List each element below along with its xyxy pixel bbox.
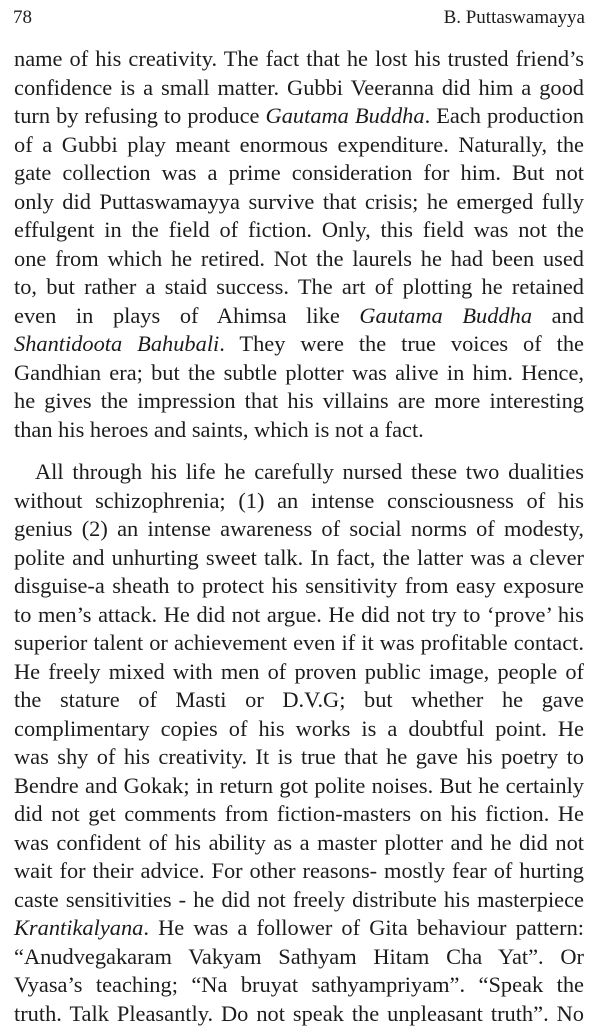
text-line <box>14 188 584 217</box>
text-line <box>14 971 584 1000</box>
text-segment: superior talent or achievement even if it was profitable contact. <box>14 630 584 655</box>
paragraph-2 <box>14 458 584 1028</box>
text-line <box>14 572 584 601</box>
text-line <box>14 829 584 858</box>
italic-title: Shantidoota Bahubali <box>14 331 220 356</box>
text-line <box>14 330 584 359</box>
text-line <box>14 943 584 972</box>
text-line <box>14 387 584 416</box>
paragraph-gap <box>14 444 584 458</box>
text-line <box>14 715 584 744</box>
text-segment: to men’s attack. He did not argue. He did not try to ‘prove’ his <box>14 601 584 627</box>
text-line <box>14 159 584 188</box>
running-head: B. Puttaswamayya <box>443 7 585 28</box>
text-segment: one from which he retired. Not the laurels he had been used <box>14 245 584 271</box>
text-segment: to, but rather a staid success. The art of plotting he retained <box>14 274 584 299</box>
text-line <box>14 302 584 331</box>
text-segment: He freely mixed with men of proven public image, people of <box>14 658 584 684</box>
text-line <box>14 686 584 715</box>
text-segment: he gives the impression that his villains are more interesting <box>14 388 584 413</box>
text-line <box>14 886 584 915</box>
text-line <box>14 102 584 131</box>
text-segment: . He was a follower of Gita behaviour pattern: <box>143 915 584 940</box>
text-line <box>14 658 584 687</box>
italic-title: Krantikalyana <box>14 915 144 940</box>
text-segment: All through his life he carefully nursed these two dualities <box>35 459 584 484</box>
paragraph-1 <box>14 45 584 444</box>
italic-title: Gautama Buddha <box>265 103 425 128</box>
text-segment: “Anudvegakaram Vakyam Sathyam Hitam Cha Yat”. Or <box>14 943 584 969</box>
text-segment: . Each production <box>424 103 584 128</box>
page-number: 78 <box>13 7 32 28</box>
text-segment: wait for their advice. For other reasons- mostly fear of hurting <box>14 858 584 883</box>
text-line <box>14 629 584 658</box>
text-line <box>14 601 584 630</box>
text-line <box>14 544 584 573</box>
text-line <box>14 359 584 388</box>
text-segment: only did Puttaswamayya survive that crisis; he emerged fully <box>14 188 584 214</box>
text-line <box>14 74 584 103</box>
text-line <box>14 1000 584 1029</box>
text-segment: confidence is a small matter. Gubbi Veeranna did him a good <box>14 74 584 100</box>
text-line <box>14 45 584 74</box>
text-segment: Bendre and Gokak; in return got polite noises. But he certainly <box>14 772 584 798</box>
text-line <box>14 416 584 445</box>
text-segment: name of his creativity. The fact that he lost his trusted friend’s <box>14 46 584 71</box>
text-line <box>14 800 584 829</box>
body-text <box>14 45 584 1028</box>
page-header <box>13 6 585 30</box>
text-line <box>14 515 584 544</box>
text-segment: gate collection was a prime consideration for him. But not <box>14 160 584 185</box>
text-segment: Gandhian era; but the subtle plotter was alive in him. Hence, <box>14 359 584 385</box>
text-segment: Vyasa’s teaching; “Na bruyat sathyampriyam”. “Speak the <box>14 972 584 997</box>
text-line <box>14 458 584 487</box>
text-line <box>14 245 584 274</box>
text-segment: of a Gubbi play meant enormous expenditure. Naturally, the <box>14 131 584 157</box>
text-segment: even in plays of Ahimsa like <box>14 302 360 328</box>
text-segment: truth. Talk Pleasantly. Do not speak the unpleasant truth”. No <box>14 1000 584 1026</box>
text-segment: was shy of his creativity. It is true that he gave his poetry to <box>14 744 584 769</box>
italic-title: Gautama Buddha <box>359 302 533 328</box>
text-segment: did not get comments from fiction-masters on his fiction. He <box>14 801 584 826</box>
text-segment: effulgent in the field of fiction. Only, this field was not the <box>14 217 584 242</box>
text-segment: without schizophrenia; (1) an intense consciousness of his <box>14 487 584 513</box>
text-segment: . They were the true voices of the <box>219 331 584 356</box>
text-segment: caste sensitivities - he did not freely distribute his masterpiece <box>14 886 584 912</box>
text-line <box>14 131 584 160</box>
text-segment: than his heroes and saints, which is not a fact. <box>14 416 424 442</box>
text-line <box>14 914 584 943</box>
text-segment: turn by refusing to produce <box>14 103 266 128</box>
text-segment: and <box>532 302 584 328</box>
text-segment: was confident of his ability as a master plotter and he did not <box>14 829 584 855</box>
text-line <box>14 857 584 886</box>
text-line <box>14 743 584 772</box>
text-line <box>14 772 584 801</box>
text-segment: polite and unhurting sweet talk. In fact, the latter was a clever <box>14 544 584 570</box>
text-segment: disguise-a sheath to protect his sensitivity from easy exposure <box>14 573 584 598</box>
text-segment: genius (2) an intense awareness of social norms of modesty, <box>14 516 584 541</box>
text-segment: complimentary copies of his works is a doubtful point. He <box>14 715 584 741</box>
text-line <box>14 273 584 302</box>
text-segment: the stature of Masti or D.V.G; but whether he gave <box>14 687 584 712</box>
text-line <box>14 216 584 245</box>
text-line <box>14 487 584 516</box>
